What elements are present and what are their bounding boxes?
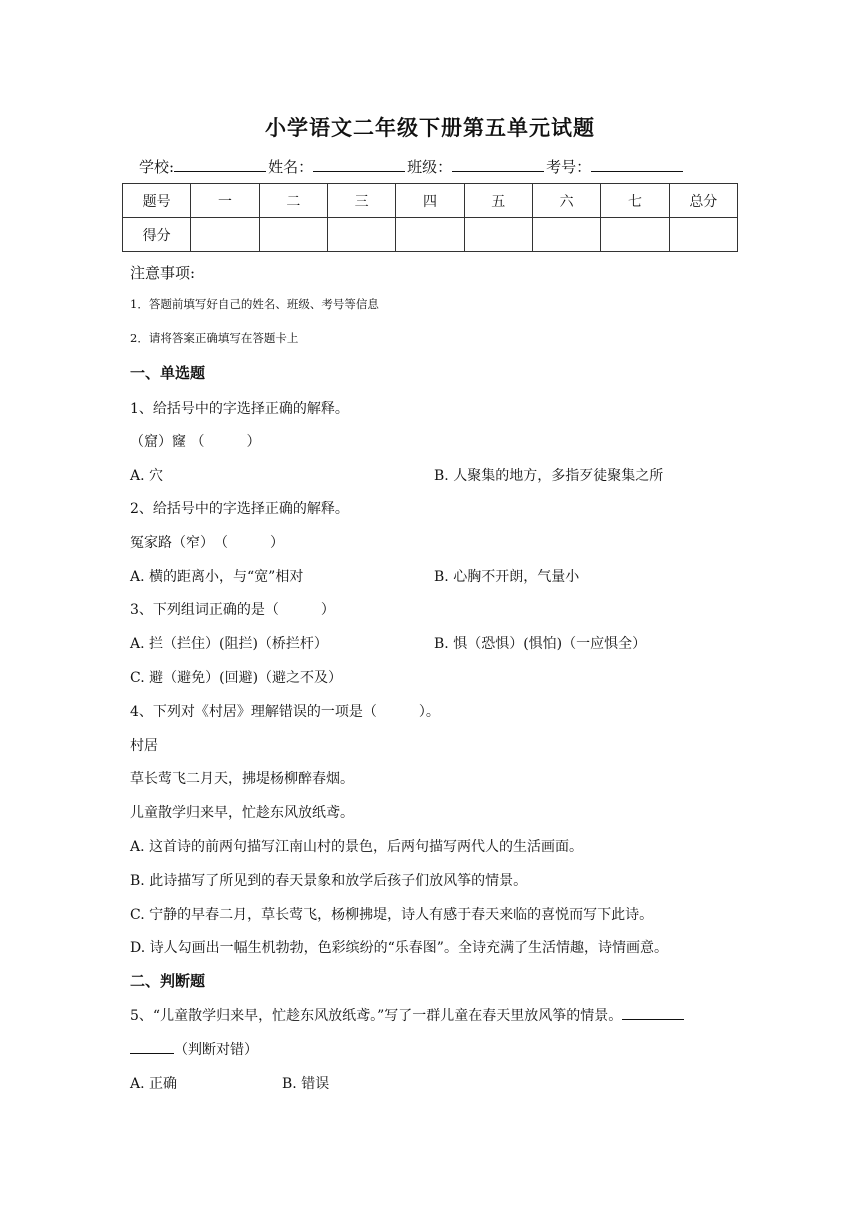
question-2-option-b[interactable]: B. 心胸不开朗，气量小 [434, 569, 580, 585]
header-cell: 四 [396, 184, 464, 218]
question-5-option-a[interactable]: A. 正确 [130, 1076, 178, 1092]
class-blank[interactable] [452, 157, 544, 172]
poem-line: 儿童散学归来早，忙趁东风放纸鸢。 [130, 805, 354, 821]
exam-no-label: 考号： [546, 158, 592, 176]
school-blank[interactable] [174, 157, 266, 172]
question-3-option-a[interactable]: A. 拦（拦住）(阻拦)（桥拦杆） [130, 636, 328, 652]
question-5-option-b[interactable]: B. 错误 [282, 1076, 330, 1092]
section-heading-single-choice: 一、单选题 [130, 364, 206, 382]
score-cell[interactable] [464, 218, 532, 252]
name-label: 姓名： [268, 158, 314, 176]
question-4-stem: 4、下列对《村居》理解错误的一项是（ ）。 [130, 704, 440, 720]
header-cell: 五 [464, 184, 532, 218]
question-5-stem-line [130, 1005, 684, 1025]
score-cell[interactable] [396, 218, 464, 252]
header-cell: 二 [259, 184, 327, 218]
score-cell[interactable] [601, 218, 669, 252]
notice-item: 1．答题前填写好自己的姓名、班级、考号等信息 [130, 297, 379, 311]
header-cell: 七 [601, 184, 669, 218]
score-row-label: 得分 [123, 218, 191, 252]
question-3-option-b[interactable]: B. 惧（恐惧）(惧怕)（一应惧全） [434, 636, 647, 652]
student-info-line [139, 156, 685, 177]
answer-blank[interactable] [622, 1005, 684, 1020]
notice-title: 注意事项: [130, 264, 196, 282]
section-heading-true-false: 二、判断题 [130, 972, 206, 990]
class-label: 班级： [407, 158, 453, 176]
question-2-stem: 2、给括号中的字选择正确的解释。 [130, 501, 349, 517]
header-cell: 六 [532, 184, 600, 218]
name-blank[interactable] [313, 157, 405, 172]
header-cell: 三 [327, 184, 395, 218]
question-3-stem: 3、下列组词正确的是（ ） [130, 602, 335, 618]
question-5-tail: （判断对错） [174, 1042, 258, 1058]
score-table [122, 183, 738, 252]
score-cell[interactable] [669, 218, 737, 252]
score-cell[interactable] [327, 218, 395, 252]
question-1-stem: 1、给括号中的字选择正确的解释。 [130, 401, 349, 417]
question-1-option-b[interactable]: B. 人聚集的地方，多指歹徒聚集之所 [434, 468, 664, 484]
score-table-header-row [123, 184, 738, 218]
question-4-option-b[interactable]: B. 此诗描写了所见到的春天景象和放学后孩子们放风筝的情景。 [130, 873, 528, 889]
header-cell: 一 [191, 184, 259, 218]
school-label: 学校: [139, 158, 175, 176]
score-cell[interactable] [191, 218, 259, 252]
poem-line: 草长莺飞二月天，拂堤杨柳醉春烟。 [130, 771, 354, 787]
question-4-option-a[interactable]: A. 这首诗的前两句描写江南山村的景色，后两句描写两代人的生活画面。 [130, 839, 584, 855]
header-cell: 总分 [669, 184, 737, 218]
question-1-sub: （窟）窿 （ ） [130, 434, 261, 450]
question-5-tail-line [130, 1039, 258, 1059]
answer-blank-continued[interactable] [130, 1039, 174, 1054]
score-table-score-row [123, 218, 738, 252]
question-4-option-c[interactable]: C. 宁静的早春二月，草长莺飞，杨柳拂堤，诗人有感于春天来临的喜悦而写下此诗。 [130, 907, 654, 923]
exam-no-blank[interactable] [591, 157, 683, 172]
question-3-option-c[interactable]: C. 避（避免）(回避)（避之不及） [130, 670, 343, 686]
notice-item: 2．请将答案正确填写在答题卡上 [130, 331, 299, 345]
question-5-stem: 5、“儿童散学归来早，忙趁东风放纸鸢。”写了一群儿童在春天里放风筝的情景。 [130, 1008, 623, 1024]
page-title: 小学语文二年级下册第五单元试题 [265, 116, 595, 140]
score-cell[interactable] [532, 218, 600, 252]
question-2-sub: 冤家路（窄） （ ） [130, 535, 284, 551]
question-4-option-d[interactable]: D. 诗人勾画出一幅生机勃勃，色彩缤纷的“乐春图”。全诗充满了生活情趣，诗情画意。 [130, 940, 668, 956]
poem-title: 村居 [130, 738, 158, 754]
header-cell: 题号 [123, 184, 191, 218]
question-2-option-a[interactable]: A. 横的距离小，与“宽”相对 [130, 569, 304, 585]
question-1-option-a[interactable]: A. 穴 [130, 468, 164, 484]
score-cell[interactable] [259, 218, 327, 252]
